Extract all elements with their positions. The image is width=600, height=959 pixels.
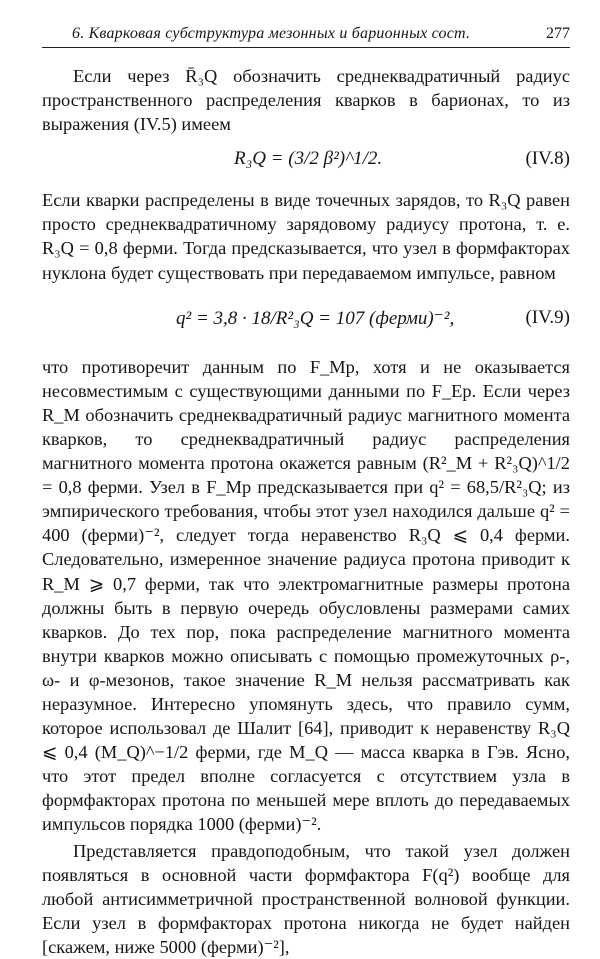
paragraph-magnetic-radius: что противоречит данным по F_Mp, хотя и не оказывается несовместимым с существующими данными по F_Ep. Если через R_M обозначить среднеквадратичный радиус магнитного момента кварков, то среднеквадратичный радиус распределения магнитного момента протона окажется равным (R²_M + R²₃Q)^1/2 = 0,8 ферми. Узел в F_Mp предсказывается при q² = 68,5/R²₃Q; из эмпирического требования, чтобы этот узел находился дальше q² = 400 (ферми)⁻², следует тогда неравенство R₃Q ⩽ 0,4 ферми. Следовательно, измеренное значение радиуса протона приводит к R_M ⩾ 0,7 ферми, так что электромагнитные размеры протона должны быть в первую очередь обусловлены размерами самих кварков. До тех пор, пока распределение магнитного момента внутри кварков можно описывать с помощью промежуточных ρ-, ω- и φ-мезонов, такое значение R_M нельзя рассматривать как неразумное. Интересно упомянуть здесь, что правило сумм, которое использовал де Шалит [64], приводит к неравенству R₃Q ⩽ 0,4 (M_Q)^−1/2 ферми, где M_Q — масса кварка в Гэв. Ясно, что этот предел вполне согласуется с отсутствием узла в формфакторах протона по меньшей мере вплоть до передаваемых импульсов порядка 1000 (ферми)⁻². [42, 356, 570, 835]
equation-iv9-formula: q² = 3,8 · 18/R²₃Q = 107 (ферми)⁻², [176, 307, 455, 329]
page-number: 277 [546, 25, 570, 42]
equation-iv9-number: (IV.9) [525, 306, 570, 328]
equation-iv9 [42, 295, 570, 341]
paragraph-point-charges: Если кварки распределены в виде точечных зарядов, то R₃Q равен просто среднеквадратичному зарядовому радиусу протона, т. е. R₃Q = 0,8 ферми. Тогда предсказывается, что узел в формфакторах нуклона будет существовать при передаваемом импульсе, равном [42, 190, 570, 283]
equation-iv8-formula: R₃Q = (3/2 β²)^1/2. [234, 148, 383, 170]
book-page [42, 20, 570, 959]
page-header [42, 20, 570, 48]
equation-iv8 [42, 140, 570, 180]
running-title: 6. Кварковая субструктура мезонных и барионных сост. [72, 25, 471, 42]
equation-iv8-number: (IV.8) [525, 148, 570, 170]
paragraph-intro: Если через R̄₃Q обозначить среднеквадратичный радиус пространственного распределения кварков в барионах, то из выражения (IV.5) имеем [42, 66, 570, 135]
paragraph-node-conclusion: Представляется правдоподобным, что такой узел должен появляться в основной части формфактора F(q²) вообще для любой антисимметричной пространственной волновой функции. Если узел в формфакторах протона никогда не будет найден [скажем, ниже 5000 (ферми)⁻²], [42, 840, 570, 957]
